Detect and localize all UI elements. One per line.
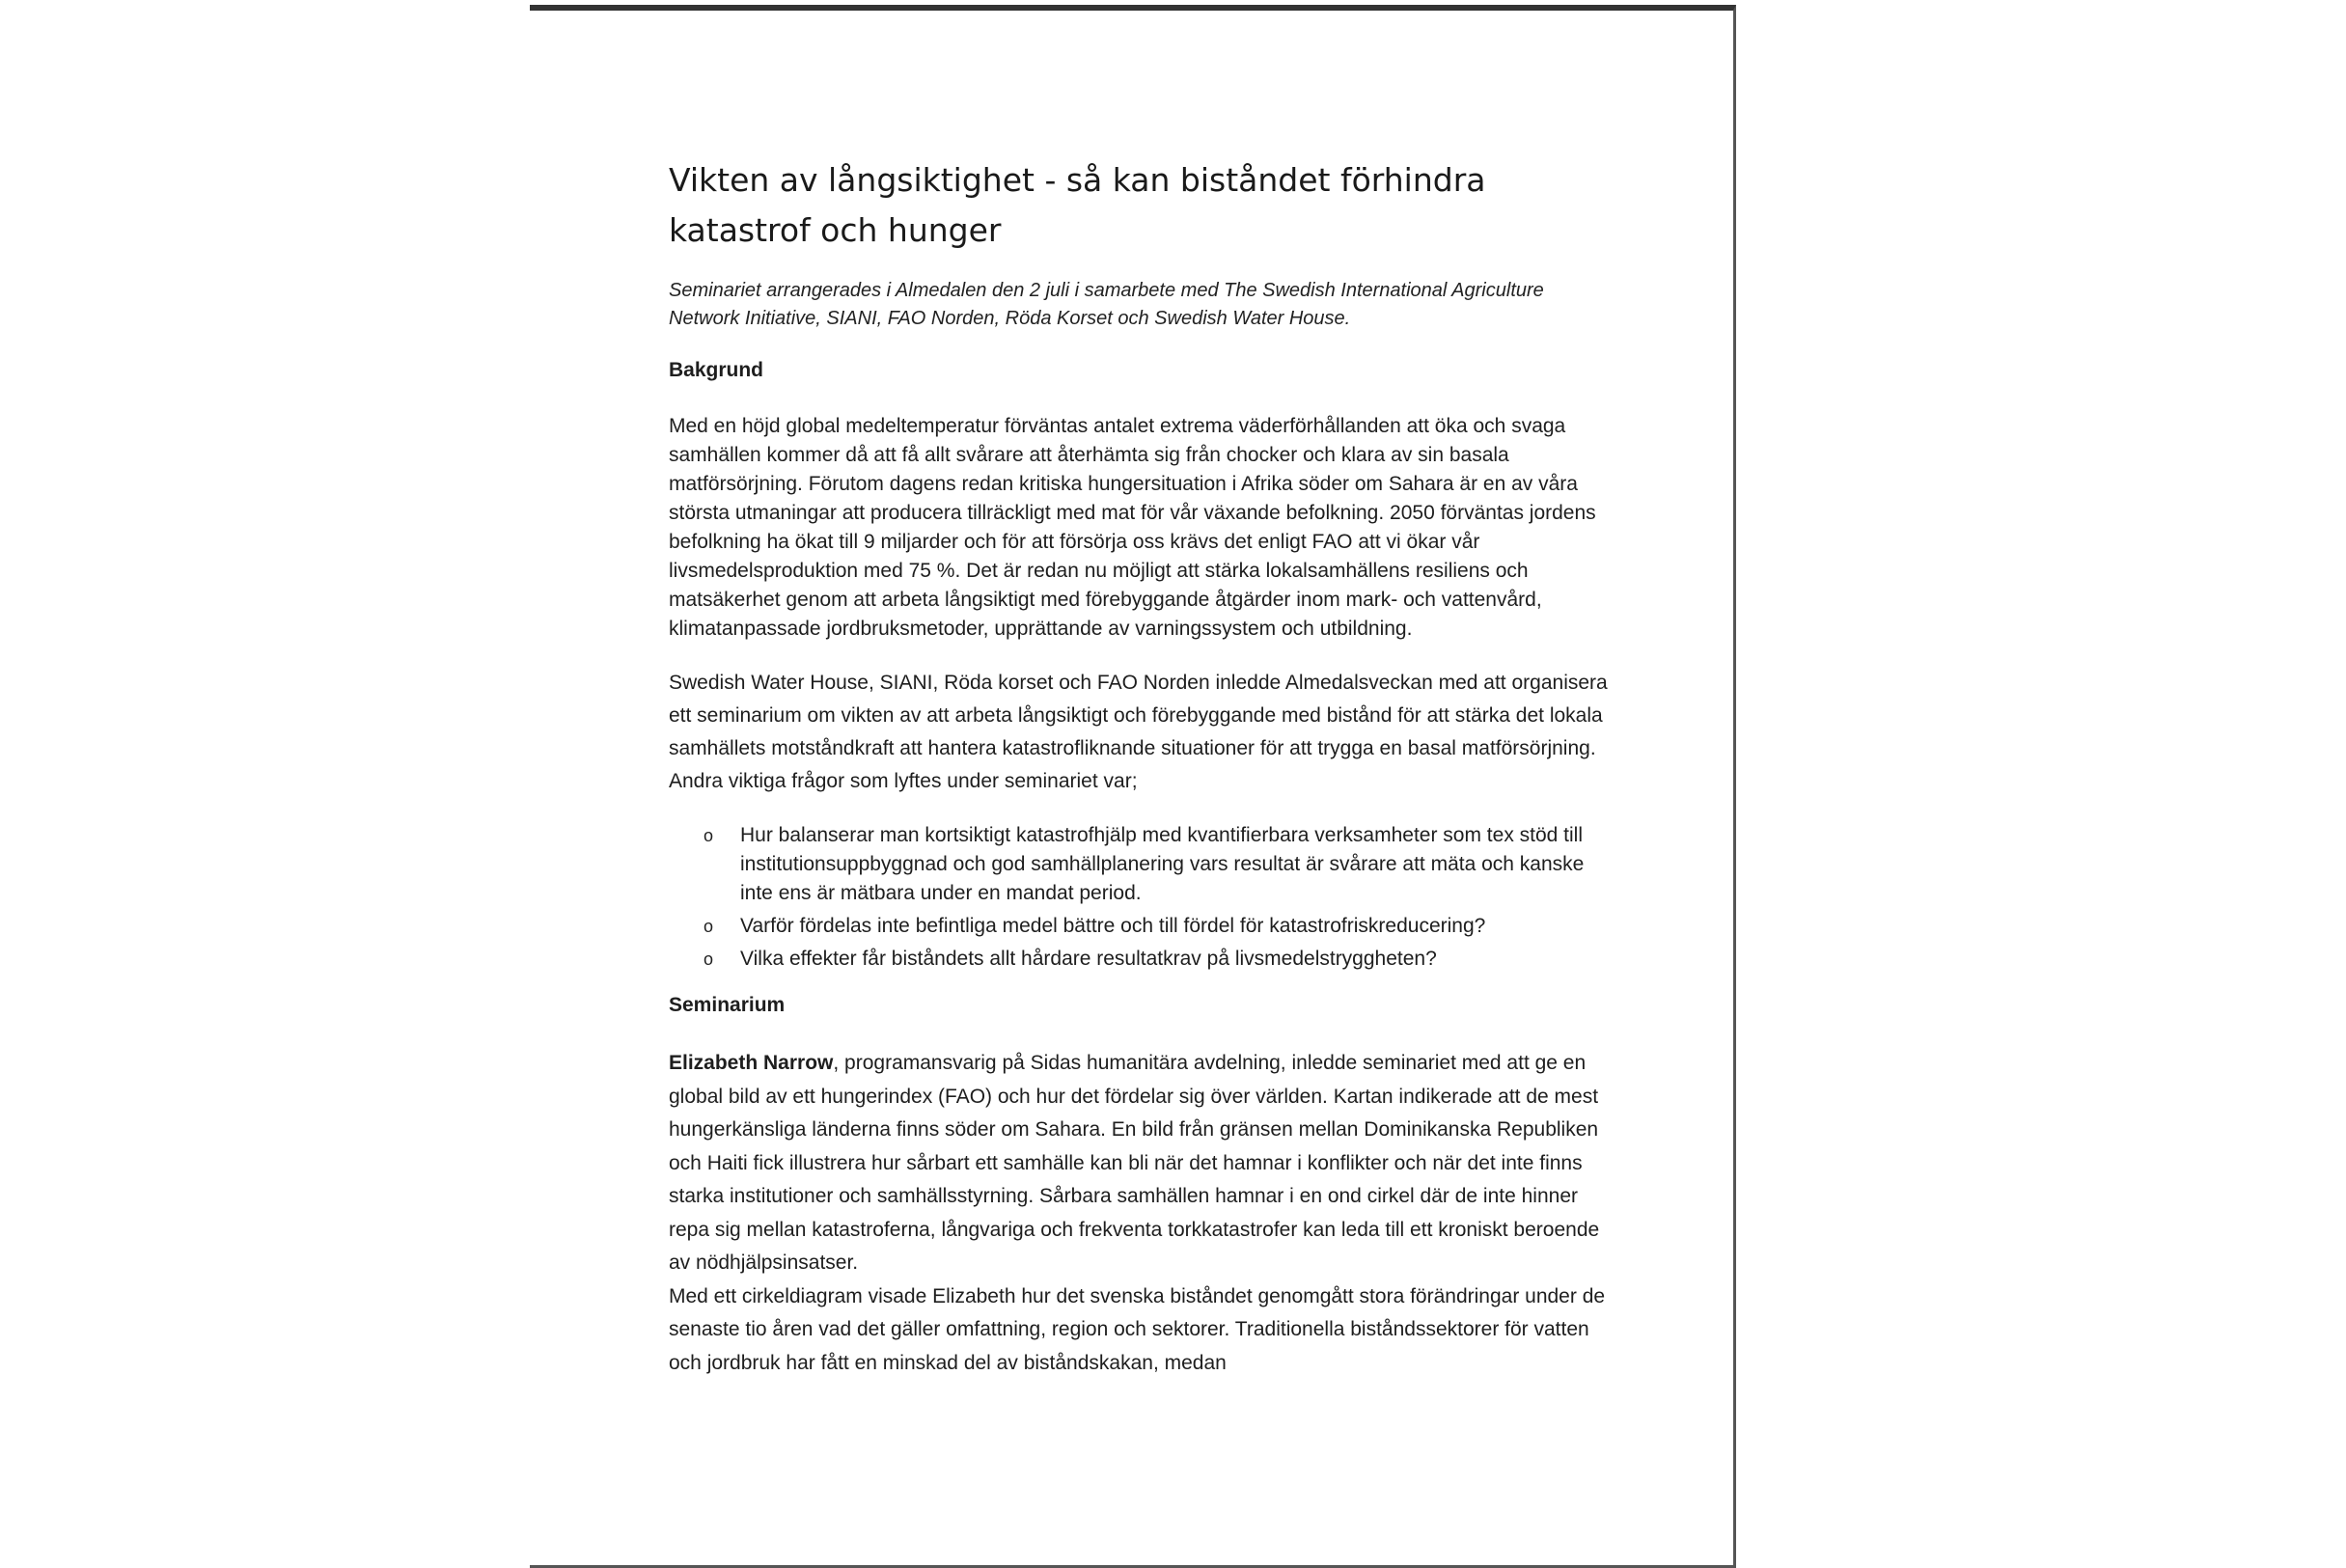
question-list xyxy=(669,821,1619,974)
list-item-text: Hur balanserar man kortsiktigt katastrofhjälp med kvantifierbara verksamheter som tex stöd till institutionsuppbyggnad och god samhällplanering vars resultat är svårare att mäta och kanske inte ens är mätbara under en mandat period. xyxy=(740,824,1585,904)
paragraph-background: Med en höjd global medeltemperatur förväntas antalet extrema väderförhållanden att öka och svaga samhällen kommer då att få allt svårare att återhämta sig från chocker och klara av sin basala matförsörjning. Förutom dagens redan kritiska hungersituation i Afrika söder om Sahara är en av våra största utmaningar att producera tillräckligt med mat för vår växande befolkning. 2050 förväntas jordens befolkning ha ökat till 9 miljarder och för att försörja oss krävs det enligt FAO att vi ökar vår livsmedelsproduktion med 75 %. Det är redan nu möjligt att stärka lokalsamhällens resiliens och matsäkerhet genom att arbeta långsiktigt med förebyggande åtgärder inom mark- och vattenvård, klimatanpassade jordbruksmetoder, upprättande av varningssystem och utbildning. xyxy=(669,415,1596,640)
document-title: Vikten av långsiktighet - så kan biståndet förhindra katastrof och hunger xyxy=(669,161,1486,249)
paragraph-seminar xyxy=(669,1047,1619,1280)
paragraph-seminar-continued: Med ett cirkeldiagram visade Elizabeth hur det svenska biståndet genomgått stora förändringar under de senaste tio åren vad det gäller omfattning, region och sektorer. Traditionella biståndssektorer för vatten och jordbruk har fått en minskad del av biståndskakan, medan xyxy=(669,1284,1606,1374)
document-page xyxy=(530,5,1736,1568)
speaker-name: Elizabeth Narrow xyxy=(669,1052,834,1074)
list-item-text: Vilka effekter får biståndets allt hårdare resultatkrav på livsmedelstryggheten? xyxy=(740,948,1437,970)
paragraph-organizers: Swedish Water House, SIANI, Röda korset och FAO Norden inledde Almedalsveckan med att organisera ett seminarium om vikten av att arbeta långsiktigt och förebyggande med bistånd för att stärka det lokala samhällets motståndkraft att hantera katastrofliknande situationer för att trygga en basal matförsörjning. Andra viktiga frågor som lyftes under seminariet var; xyxy=(669,672,1608,792)
list-item xyxy=(669,912,1619,941)
list-item xyxy=(669,821,1619,908)
heading-background: Bakgrund xyxy=(669,359,764,381)
seminar-text: , programansvarig på Sidas humanitära avdelning, inledde seminariet med att ge en global bild av ett hungerindex (FAO) och hur det fördelar sig över världen. Kartan indikerade att de mest hungerkänsliga länderna finns söder om Sahara. En bild från gränsen mellan Dominikanska Republiken och Haiti fick illustrera hur sårbart ett samhälle kan bli när det hamnar i konflikter och när det inte finns starka institutioner och samhällsstyrning. Sårbara samhällen hamnar i en ond cirkel där de inte hinner repa sig mellan katastroferna, långvariga och frekventa torkkatastrofer kan leda till ett kroniskt beroende av nödhjälpsinsatser. xyxy=(669,1052,1600,1274)
intro-text: Seminariet arrangerades i Almedalen den 2 juli i samarbete med The Swedish International Agriculture Network Initiative, SIANI, FAO Norden, Röda Korset och Swedish Water House. xyxy=(669,280,1544,329)
list-item xyxy=(669,945,1619,974)
document-content xyxy=(669,155,1619,1380)
heading-seminar: Seminarium xyxy=(669,994,786,1016)
bullet-circle-icon: o xyxy=(704,949,714,969)
bullet-circle-icon: o xyxy=(704,826,714,845)
bullet-circle-icon: o xyxy=(704,917,714,936)
list-item-text: Varför fördelas inte befintliga medel bättre och till fördel för katastrofriskreducering? xyxy=(740,915,1486,937)
